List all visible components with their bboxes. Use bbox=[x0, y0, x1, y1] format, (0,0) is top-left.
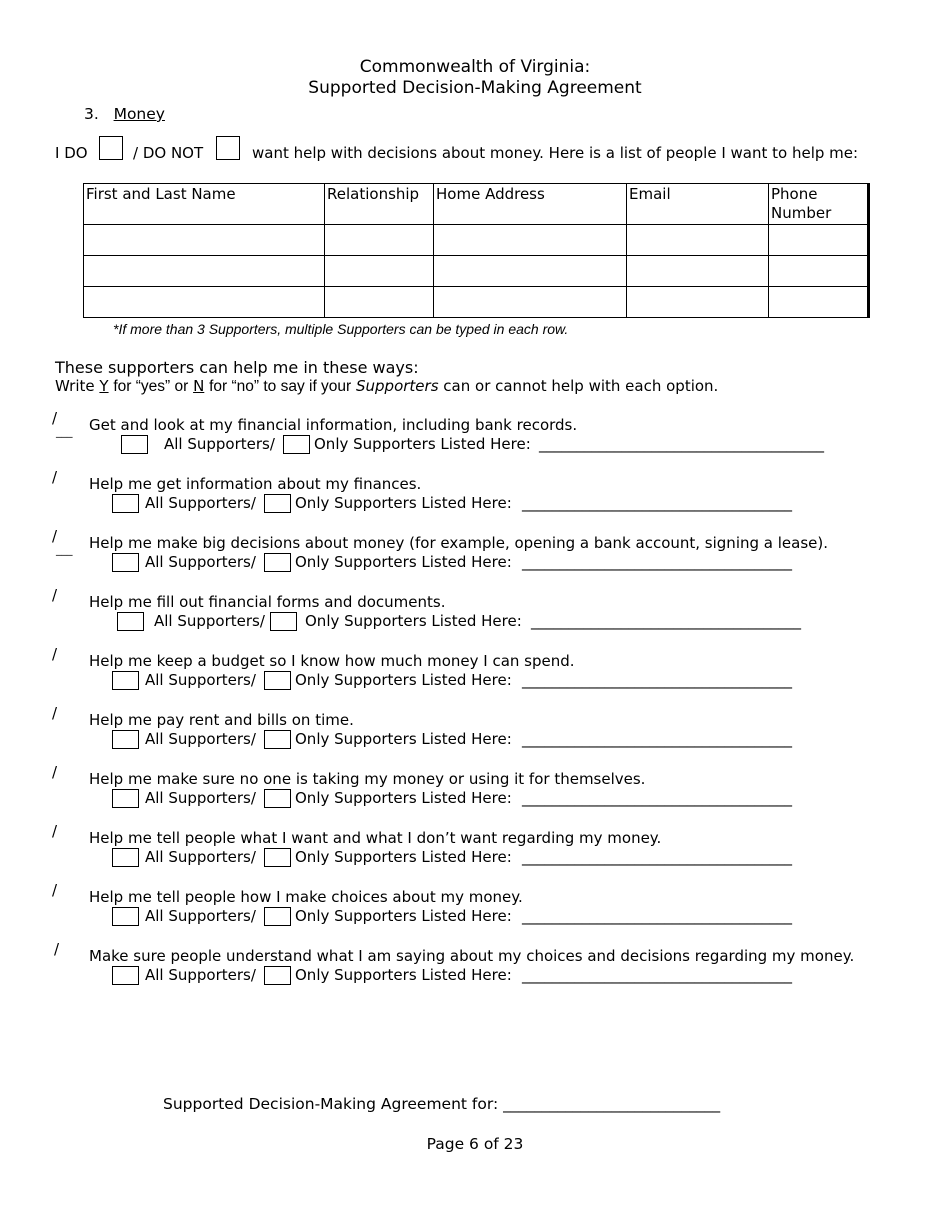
section-number: 3. bbox=[84, 105, 99, 123]
agreement-for-line bbox=[163, 1095, 720, 1113]
cell-email[interactable] bbox=[627, 287, 769, 318]
option-text: Help me tell people how I make choices about my money. bbox=[89, 888, 523, 906]
for-yes-text: for “yes” or bbox=[113, 378, 189, 395]
option-blank[interactable]: ___ bbox=[56, 543, 73, 556]
supporters-listed-line[interactable]: ____________________________________ bbox=[522, 848, 792, 866]
all-supporters-checkbox[interactable] bbox=[112, 966, 139, 985]
supporters-listed-line[interactable]: ____________________________________ bbox=[522, 907, 792, 925]
option-text: Help me keep a budget so I know how much money I can spend. bbox=[89, 652, 575, 670]
all-supporters-checkbox[interactable] bbox=[121, 435, 148, 454]
cell-name[interactable] bbox=[84, 225, 325, 256]
only-supporters-checkbox[interactable] bbox=[264, 848, 291, 867]
supporters-listed-line[interactable]: ____________________________________ bbox=[522, 730, 792, 748]
header-name: First and Last Name bbox=[84, 184, 325, 225]
all-supporters-label: All Supporters/ bbox=[145, 730, 256, 748]
all-supporters-checkbox[interactable] bbox=[112, 789, 139, 808]
option-text: Make sure people understand what I am saying about my choices and decisions regarding my money. bbox=[89, 947, 855, 965]
only-supporters-checkbox[interactable] bbox=[283, 435, 310, 454]
do-line bbox=[55, 144, 88, 162]
option-text: Help me get information about my finances. bbox=[89, 475, 422, 493]
agreement-for-label: Supported Decision-Making Agreement for: bbox=[163, 1095, 499, 1113]
only-supporters-label: Only Supporters Listed Here: bbox=[295, 553, 512, 571]
section-title: Money bbox=[113, 105, 165, 123]
option-slash[interactable]: / bbox=[52, 409, 58, 427]
supporters-listed-line[interactable]: ____________________________________ bbox=[531, 612, 801, 630]
only-supporters-label: Only Supporters Listed Here: bbox=[305, 612, 522, 630]
all-supporters-checkbox[interactable] bbox=[112, 730, 139, 749]
only-supporters-label: Only Supporters Listed Here: bbox=[295, 789, 512, 807]
supporters-listed-line[interactable]: ____________________________________ bbox=[522, 671, 792, 689]
page-number: Page 6 of 23 bbox=[426, 1135, 524, 1153]
supporters-listed-line[interactable]: ____________________________________ bbox=[522, 789, 792, 807]
y-letter: Y bbox=[99, 377, 109, 395]
table-row bbox=[84, 225, 869, 256]
agreement-for-blank[interactable]: ____________________________ bbox=[503, 1095, 721, 1113]
supporters-listed-line[interactable]: ____________________________________ bbox=[522, 553, 792, 571]
supporters-table bbox=[83, 183, 870, 318]
instructions-heading: These supporters can help me in these ways: bbox=[55, 358, 419, 377]
all-supporters-checkbox[interactable] bbox=[117, 612, 144, 631]
cell-address[interactable] bbox=[434, 225, 627, 256]
option-text: Help me make sure no one is taking my money or using it for themselves. bbox=[89, 770, 646, 788]
only-supporters-label: Only Supporters Listed Here: bbox=[295, 966, 512, 984]
all-supporters-label: All Supporters/ bbox=[154, 612, 265, 630]
cell-name[interactable] bbox=[84, 256, 325, 287]
option-text: Help me tell people what I want and what I don’t want regarding my money. bbox=[89, 829, 662, 847]
all-supporters-checkbox[interactable] bbox=[112, 494, 139, 513]
option-slash[interactable]: / bbox=[52, 822, 58, 840]
only-supporters-checkbox[interactable] bbox=[264, 789, 291, 808]
option-slash[interactable]: / bbox=[52, 527, 58, 545]
option-slash[interactable]: / bbox=[52, 704, 58, 722]
cell-relationship[interactable] bbox=[325, 256, 434, 287]
supporters-listed-line[interactable]: ______________________________________ bbox=[539, 435, 824, 453]
all-supporters-checkbox[interactable] bbox=[112, 907, 139, 926]
all-supporters-checkbox[interactable] bbox=[112, 671, 139, 690]
do-not-checkbox[interactable] bbox=[216, 136, 240, 160]
cell-address[interactable] bbox=[434, 287, 627, 318]
table-row bbox=[84, 287, 869, 318]
supporters-listed-line[interactable]: ____________________________________ bbox=[522, 966, 792, 984]
all-supporters-checkbox[interactable] bbox=[112, 553, 139, 572]
do-line-text: want help with decisions about money. Here is a list of people I want to help me: bbox=[252, 144, 859, 162]
only-supporters-checkbox[interactable] bbox=[264, 553, 291, 572]
only-supporters-checkbox[interactable] bbox=[264, 907, 291, 926]
only-supporters-label: Only Supporters Listed Here: bbox=[295, 671, 512, 689]
header-relationship: Relationship bbox=[325, 184, 434, 225]
only-supporters-checkbox[interactable] bbox=[264, 494, 291, 513]
table-note: *If more than 3 Supporters, multiple Supporters can be typed in each row. bbox=[113, 321, 569, 337]
instructions-rest: can or cannot help with each option. bbox=[443, 377, 719, 395]
for-no-text: for “no” to say if your bbox=[209, 378, 352, 395]
only-supporters-checkbox[interactable] bbox=[264, 671, 291, 690]
only-supporters-label: Only Supporters Listed Here: bbox=[295, 494, 512, 512]
option-blank[interactable]: ___ bbox=[56, 425, 73, 438]
header-address: Home Address bbox=[434, 184, 627, 225]
header-line-2: Supported Decision-Making Agreement bbox=[308, 78, 642, 98]
only-supporters-checkbox[interactable] bbox=[270, 612, 297, 631]
all-supporters-label: All Supporters/ bbox=[145, 907, 256, 925]
table-row bbox=[84, 256, 869, 287]
header-email: Email bbox=[627, 184, 769, 225]
cell-relationship[interactable] bbox=[325, 287, 434, 318]
cell-phone[interactable] bbox=[769, 287, 869, 318]
cell-email[interactable] bbox=[627, 256, 769, 287]
all-supporters-label: All Supporters/ bbox=[145, 966, 256, 984]
cell-email[interactable] bbox=[627, 225, 769, 256]
option-slash[interactable]: / bbox=[52, 468, 58, 486]
only-supporters-label: Only Supporters Listed Here: bbox=[295, 907, 512, 925]
all-supporters-label: All Supporters/ bbox=[145, 494, 256, 512]
only-supporters-checkbox[interactable] bbox=[264, 966, 291, 985]
supporters-listed-line[interactable]: ____________________________________ bbox=[522, 494, 792, 512]
write-word: Write bbox=[55, 377, 95, 395]
all-supporters-label: All Supporters/ bbox=[145, 553, 256, 571]
only-supporters-label: Only Supporters Listed Here: bbox=[295, 730, 512, 748]
option-text: Help me pay rent and bills on time. bbox=[89, 711, 354, 729]
instructions-line bbox=[55, 377, 718, 396]
option-slash[interactable]: / bbox=[52, 763, 58, 781]
all-supporters-label: All Supporters/ bbox=[164, 435, 275, 453]
n-letter: N bbox=[193, 377, 205, 395]
cell-name[interactable] bbox=[84, 287, 325, 318]
cell-relationship[interactable] bbox=[325, 225, 434, 256]
i-do-label: I DO bbox=[55, 144, 88, 162]
supporters-word: Supporters bbox=[356, 377, 439, 395]
all-supporters-checkbox[interactable] bbox=[112, 848, 139, 867]
option-slash[interactable]: / bbox=[52, 881, 58, 899]
option-slash[interactable]: / bbox=[52, 645, 58, 663]
option-text: Help me fill out financial forms and documents. bbox=[89, 593, 446, 611]
only-supporters-label: Only Supporters Listed Here: bbox=[314, 435, 531, 453]
all-supporters-label: All Supporters/ bbox=[145, 671, 256, 689]
header-phone: Phone Number bbox=[769, 184, 869, 225]
option-text: Get and look at my financial information, including bank records. bbox=[89, 416, 578, 434]
header-line-1: Commonwealth of Virginia: bbox=[359, 57, 591, 77]
cell-phone[interactable] bbox=[769, 256, 869, 287]
option-slash[interactable]: / bbox=[54, 940, 60, 958]
option-text: Help me make big decisions about money (for example, opening a bank account, signing a lease). bbox=[89, 534, 828, 552]
cell-address[interactable] bbox=[434, 256, 627, 287]
only-supporters-label: Only Supporters Listed Here: bbox=[295, 848, 512, 866]
table-header-row bbox=[84, 184, 869, 225]
cell-phone[interactable] bbox=[769, 225, 869, 256]
do-not-label: / DO NOT bbox=[133, 144, 204, 162]
option-slash[interactable]: / bbox=[52, 586, 58, 604]
only-supporters-checkbox[interactable] bbox=[264, 730, 291, 749]
all-supporters-label: All Supporters/ bbox=[145, 848, 256, 866]
i-do-checkbox[interactable] bbox=[99, 136, 123, 160]
all-supporters-label: All Supporters/ bbox=[145, 789, 256, 807]
section-heading bbox=[84, 105, 165, 123]
